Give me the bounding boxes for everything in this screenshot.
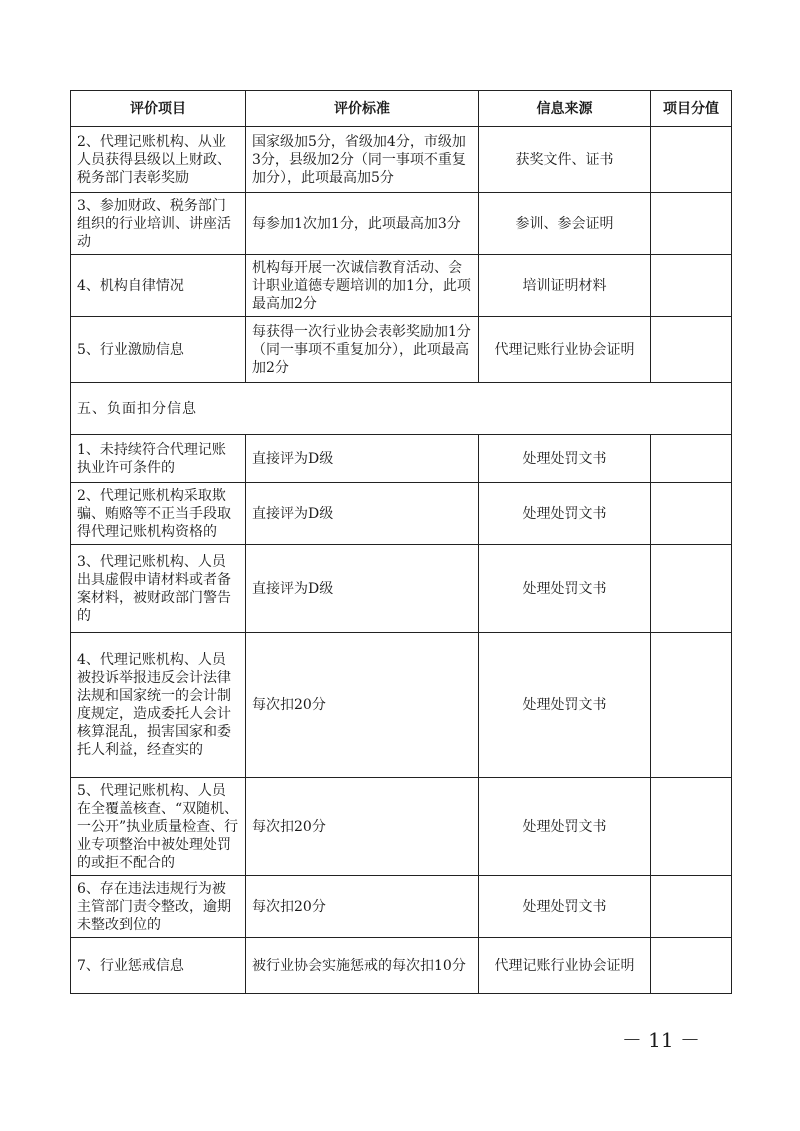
source-cell: 处理处罚文书	[479, 633, 651, 778]
score-cell	[651, 435, 732, 483]
section-title: 五、负面扣分信息	[71, 383, 732, 435]
score-cell	[651, 633, 732, 778]
item-cell: 5、行业激励信息	[71, 317, 246, 383]
criteria-cell: 直接评为D级	[246, 435, 479, 483]
item-cell: 3、代理记账机构、人员出具虚假申请材料或者备案材料，被财政部门警告的	[71, 545, 246, 633]
source-cell: 培训证明材料	[479, 255, 651, 317]
criteria-cell: 每参加1次加1分，此项最高加3分	[246, 193, 479, 255]
item-cell: 6、存在违法违规行为被主管部门责令整改，逾期未整改到位的	[71, 876, 246, 938]
table-header-row	[71, 91, 732, 127]
table-row	[71, 545, 732, 633]
score-cell	[651, 778, 732, 876]
table-row	[71, 435, 732, 483]
criteria-cell: 机构每开展一次诚信教育活动、会计职业道德专题培训的加1分，此项最高加2分	[246, 255, 479, 317]
source-cell: 参训、参会证明	[479, 193, 651, 255]
item-cell: 1、未持续符合代理记账执业许可条件的	[71, 435, 246, 483]
source-cell: 处理处罚文书	[479, 545, 651, 633]
score-cell	[651, 193, 732, 255]
table-row	[71, 317, 732, 383]
item-cell: 4、机构自律情况	[71, 255, 246, 317]
score-cell	[651, 938, 732, 994]
evaluation-table	[70, 90, 732, 994]
header-item: 评价项目	[71, 91, 246, 127]
table-row	[71, 127, 732, 193]
score-cell	[651, 545, 732, 633]
criteria-cell: 直接评为D级	[246, 545, 479, 633]
source-cell: 代理记账行业协会证明	[479, 317, 651, 383]
table-row	[71, 255, 732, 317]
criteria-cell: 直接评为D级	[246, 483, 479, 545]
criteria-cell: 每次扣20分	[246, 633, 479, 778]
score-cell	[651, 127, 732, 193]
page-number: － 11 －	[621, 1028, 700, 1052]
header-score: 项目分值	[651, 91, 732, 127]
item-cell: 5、代理记账机构、人员在全覆盖核查、“双随机、一公开”执业质量检查、行业专项整治中被处理处罚的或拒不配合的	[71, 778, 246, 876]
table-row	[71, 876, 732, 938]
score-cell	[651, 483, 732, 545]
score-cell	[651, 317, 732, 383]
source-cell: 代理记账行业协会证明	[479, 938, 651, 994]
table-row	[71, 633, 732, 778]
item-cell: 4、代理记账机构、人员被投诉举报违反会计法律法规和国家统一的会计制度规定，造成委托人会计核算混乱，损害国家和委托人利益，经查实的	[71, 633, 246, 778]
criteria-cell: 国家级加5分，省级加4分，市级加3分，县级加2分（同一事项不重复加分），此项最高加5分	[246, 127, 479, 193]
section-row	[71, 383, 732, 435]
header-criteria: 评价标准	[246, 91, 479, 127]
item-cell: 7、行业惩戒信息	[71, 938, 246, 994]
header-source: 信息来源	[479, 91, 651, 127]
table-row	[71, 778, 732, 876]
criteria-cell: 每获得一次行业协会表彰奖励加1分（同一事项不重复加分），此项最高加2分	[246, 317, 479, 383]
table-row	[71, 938, 732, 994]
source-cell: 处理处罚文书	[479, 778, 651, 876]
criteria-cell: 被行业协会实施惩戒的每次扣10分	[246, 938, 479, 994]
item-cell: 3、参加财政、税务部门组织的行业培训、讲座活动	[71, 193, 246, 255]
source-cell: 处理处罚文书	[479, 435, 651, 483]
score-cell	[651, 876, 732, 938]
item-cell: 2、代理记账机构采取欺骗、贿赂等不正当手段取得代理记账机构资格的	[71, 483, 246, 545]
source-cell: 处理处罚文书	[479, 876, 651, 938]
source-cell: 获奖文件、证书	[479, 127, 651, 193]
criteria-cell: 每次扣20分	[246, 778, 479, 876]
criteria-cell: 每次扣20分	[246, 876, 479, 938]
score-cell	[651, 255, 732, 317]
table-row	[71, 483, 732, 545]
item-cell: 2、代理记账机构、从业人员获得县级以上财政、税务部门表彰奖励	[71, 127, 246, 193]
source-cell: 处理处罚文书	[479, 483, 651, 545]
table-row	[71, 193, 732, 255]
